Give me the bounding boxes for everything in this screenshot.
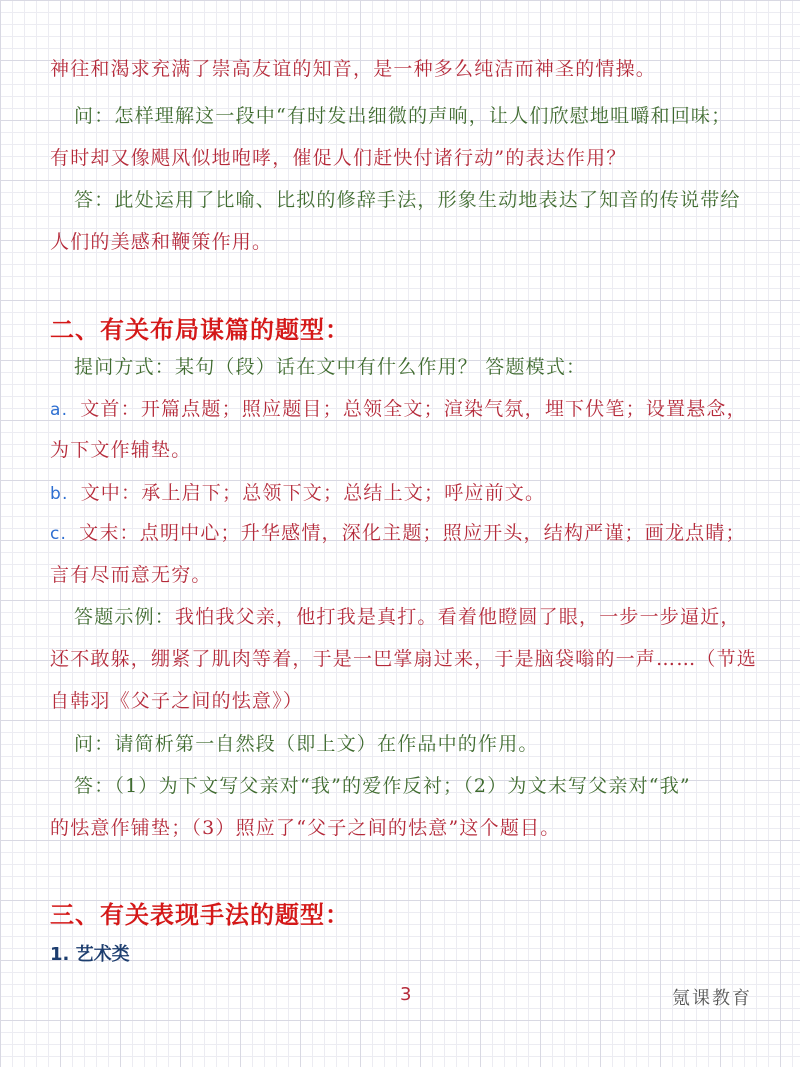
list-item-text: 文中：承上启下；总领下文；总结上文；呼应前文。 bbox=[80, 482, 546, 504]
list-item-continuation: 言有尽而意无穷。 bbox=[50, 564, 212, 586]
brand-watermark: 氪课教育 bbox=[672, 988, 752, 1009]
list-item-continuation: 为下文作辅垫。 bbox=[50, 439, 192, 461]
example-line bbox=[50, 604, 774, 630]
section-3-heading: 三、有关表现手法的题型： bbox=[50, 900, 350, 929]
paragraph-line: 神往和渴求充满了崇高友谊的知音，是一种多么纯洁而神圣的情操。 bbox=[50, 58, 657, 80]
answer-line: 答：此处运用了比喻、比拟的修辞手法，形象生动地表达了知音的传说带给 bbox=[74, 189, 741, 211]
answer-line: 人们的美感和鞭策作用。 bbox=[50, 231, 273, 253]
list-item-a bbox=[50, 396, 750, 423]
example-text: 我怕我父亲，他打我是真打。看着他瞪圆了眼，一步一步逼近， bbox=[175, 606, 741, 628]
question-line: 问：请简析第一自然段（即上文）在作品中的作用。 bbox=[74, 733, 539, 755]
list-item-text: 文首：开篇点题；照应题目；总领全文；渲染气氛，埋下伏笔；设置悬念， bbox=[80, 398, 747, 420]
prompt-line: 提问方式：某句（段）话在文中有什么作用？ 答题模式： bbox=[74, 356, 587, 378]
list-item-text: 文末：点明中心；升华感情，深化主题；照应开头，结构严谨；画龙点睛； bbox=[79, 522, 746, 544]
example-line: 自韩羽《父子之间的怯意》） bbox=[50, 690, 304, 712]
list-marker: c. bbox=[50, 524, 68, 544]
answer-line: 答：（1）为下文写父亲对“我”的爱作反衬；（2）为文末写父亲对“我” bbox=[74, 775, 691, 797]
example-line: 还不敢躲，绷紧了肌肉等着，于是一巴掌扇过来，于是脑袋嗡的一声……（节选 bbox=[50, 648, 758, 670]
page-number: 3 bbox=[400, 984, 412, 1005]
question-line: 问：怎样理解这一段中“有时发出细微的声响，让人们欣慰地咀嚼和回味； bbox=[74, 105, 732, 127]
list-item-b bbox=[50, 480, 750, 507]
section-2-heading: 二、有关布局谋篇的题型： bbox=[50, 315, 350, 344]
list-item-c bbox=[50, 520, 750, 547]
subsection-heading: 1. 艺术类 bbox=[50, 944, 130, 965]
list-marker: a. bbox=[50, 400, 69, 420]
example-label: 答题示例： bbox=[74, 606, 176, 628]
list-marker: b. bbox=[50, 484, 69, 504]
answer-line: 的怯意作铺垫；（3）照应了“父子之间的怯意”这个题目。 bbox=[50, 817, 561, 839]
question-line: 有时却又像飓风似地咆哮，催促人们赶快付诸行动”的表达作用？ bbox=[50, 147, 627, 169]
